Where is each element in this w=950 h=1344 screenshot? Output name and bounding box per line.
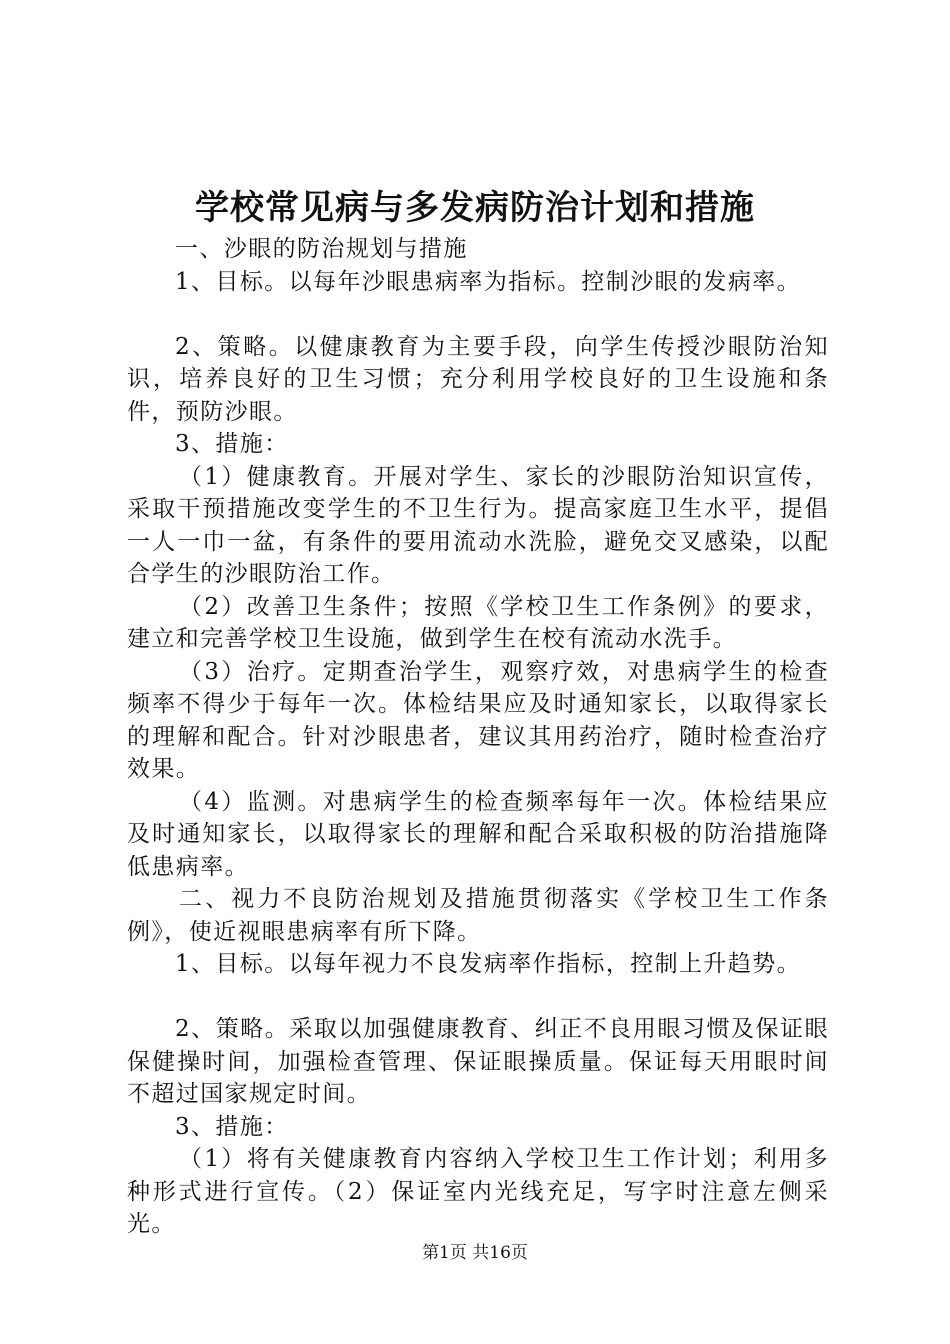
paragraph-trachoma-strategy: 2、策略。以健康教育为主要手段，向学生传授沙眼防治知识，培养良好的卫生习惯；充分利用学校良好的卫生设施和条件，预防沙眼。	[127, 333, 829, 425]
paragraph-vision-goal: 1、目标。以每年视力不良发病率作指标，控制上升趋势。	[175, 951, 802, 977]
section-heading-vision: 二、视力不良防治规划及措施贯彻落实《学校卫生工作条例》，使近视眼患病率有所下降。	[127, 886, 829, 945]
paragraph-vision-measures: （1）将有关健康教育内容纳入学校卫生工作计划；利用多种形式进行宣传。（2）保证室内光线充足，写字时注意左侧采光。	[127, 1146, 829, 1237]
paragraph-vision-strategy: 2、策略。采取以加强健康教育、纠正不良用眼习惯及保证眼保健操时间，加强检查管理、保证眼操质量。保证每天用眼时间不超过国家规定时间。	[127, 1016, 829, 1107]
paragraph-trachoma-measure-2: （2）改善卫生条件；按照《学校卫生工作条例》的要求，建立和完善学校卫生设施，做到学生在校有流动水洗手。	[127, 593, 829, 652]
paragraph-trachoma-measures-heading: 3、措施：	[175, 431, 289, 457]
paragraph-trachoma-goal: 1、目标。以每年沙眼患病率为指标。控制沙眼的发病率。	[175, 268, 802, 295]
document-title: 学校常见病与多发病防治计划和措施	[195, 188, 755, 228]
paragraph-trachoma-measure-4: （4）监测。对患病学生的检查频率每年一次。体检结果应及时通知家长，以取得家长的理解和配合采取积极的防治措施降低患病率。	[127, 788, 829, 880]
paragraph-vision-measures-heading: 3、措施：	[175, 1113, 289, 1140]
page-footer: 第1页 共16页	[422, 1243, 528, 1263]
paragraph-trachoma-measure-3: （3）治疗。定期查治学生，观察疗效，对患病学生的检查频率不得少于每年一次。体检结果应及时通知家长，以取得家长的理解和配合。针对沙眼患者，建议其用药治疗，随时检查治疗效果。	[127, 658, 829, 782]
document-body	[127, 233, 829, 1241]
section-heading-trachoma: 一、沙眼的防治规划与措施	[175, 236, 468, 262]
paragraph-trachoma-measure-1: （1）健康教育。开展对学生、家长的沙眼防治知识宣传，采取干预措施改变学生的不卫生行为。提高家庭卫生水平，提倡一人一巾一盆，有条件的要用流动水洗脸，避免交叉感染，以配合学生的沙眼防治工作。	[127, 463, 829, 587]
